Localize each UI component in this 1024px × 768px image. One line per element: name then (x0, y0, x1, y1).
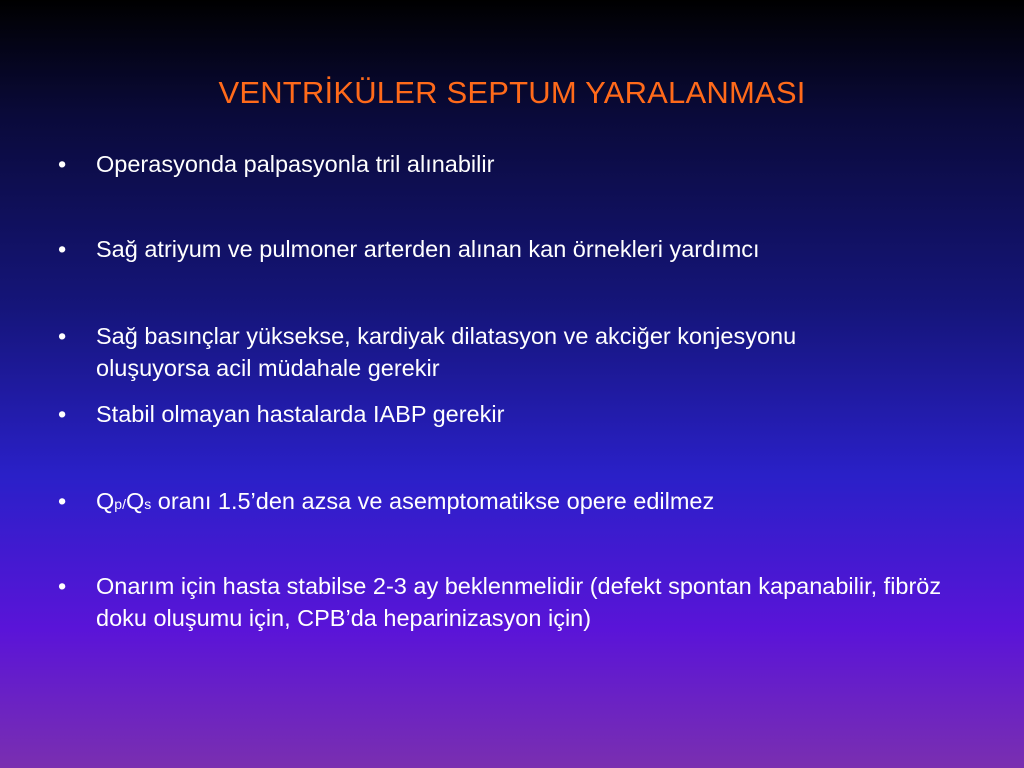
slide-title: VENTRİKÜLER SEPTUM YARALANMASI (218, 75, 806, 110)
bullet-dot: • (58, 488, 67, 514)
subscript-s: s (144, 496, 152, 512)
bullet-item (58, 233, 958, 265)
bullet-text-qp-qs (96, 485, 958, 520)
bullet-dot: • (58, 151, 67, 177)
bullet-item (58, 570, 958, 634)
bullet-item (58, 398, 958, 430)
bullet-text: Sağ atriyum ve pulmoner arterden alınan kan örnekleri yardımcı (96, 236, 760, 262)
q-letter: Q (125, 488, 145, 514)
bullet-text: Sağ basınçlar yüksekse, kardiyak dilatasyon ve akciğer konjesyonu oluşuyorsa acil müdahale gerekir (96, 323, 797, 381)
bullet-text: Stabil olmayan hastalarda IABP gerekir (96, 401, 505, 427)
bullet-item (58, 320, 838, 384)
bullet-text: Operasyonda palpasyonla tril alınabilir (96, 151, 495, 177)
bullet-item (58, 148, 958, 180)
ratio-text: oranı 1.5’den azsa ve asemptomatikse opere edilmez (151, 488, 715, 514)
subscript-p: p (114, 496, 123, 512)
bullet-dot: • (58, 236, 67, 262)
bullet-item (58, 485, 958, 520)
slash: / (122, 496, 126, 512)
bullet-text: Onarım için hasta stabilse 2-3 ay beklenmelidir (defekt spontan kapanabilir, fibröz doku oluşumu için, CPB’da heparinizasyon için) (96, 573, 942, 631)
bullet-dot: • (58, 401, 67, 427)
q-letter: Q (96, 488, 115, 514)
bullet-dot: • (58, 573, 67, 599)
bullet-dot: • (58, 323, 67, 349)
